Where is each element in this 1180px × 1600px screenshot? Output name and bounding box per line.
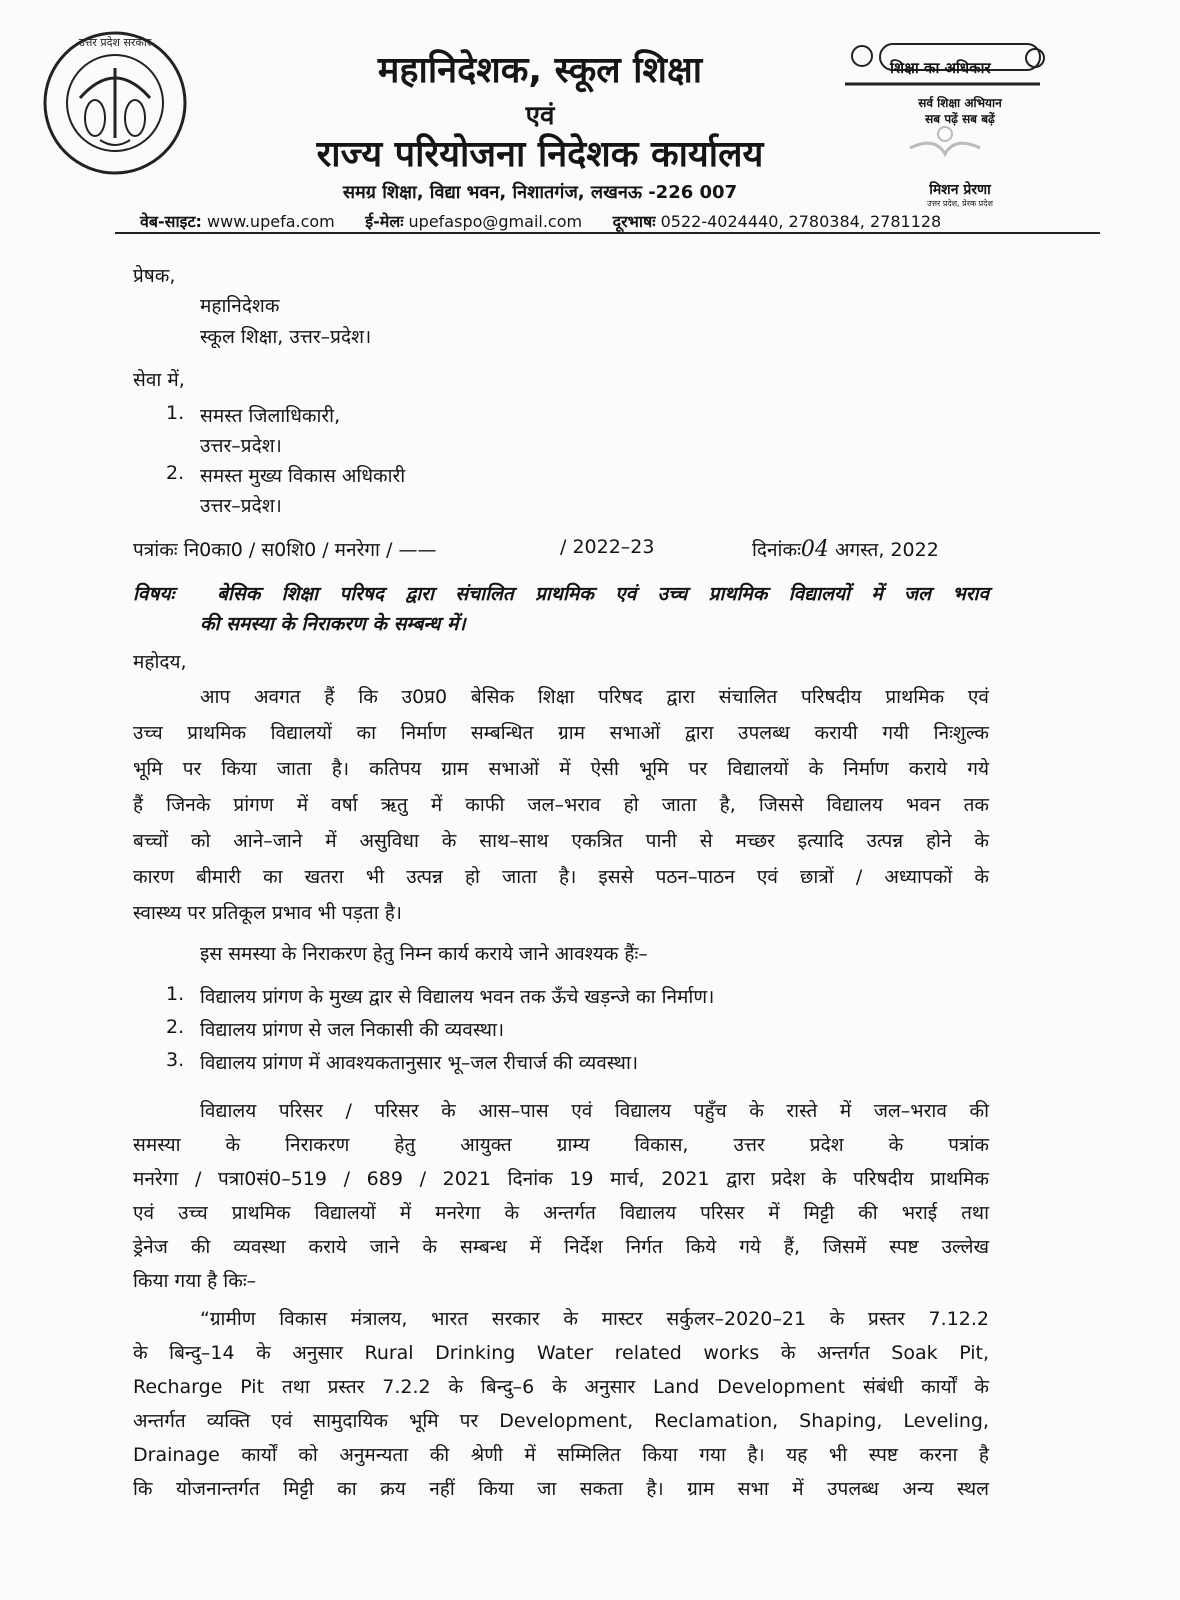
subject-label: विषयः (133, 583, 175, 605)
header-divider (115, 232, 1100, 234)
para1-line: भूमि पर किया जाता है। कतिपय ग्राम सभाओं में ऐसी भूमि पर विद्यालयों के निर्माण कराये गये (133, 758, 989, 780)
office-title-line1: महानिदेशक, स्कूल शिक्षा (377, 50, 703, 91)
sender-line2: स्कूल शिक्षा, उत्तर–प्रदेश। (200, 326, 372, 348)
up-government-emblem (40, 28, 190, 178)
para1-line: कारण बीमारी का खतरा भी उत्पन्न हो जाता है। इससे पठन–पाठन एवं छात्रों / अध्यापकों के (133, 866, 989, 888)
subject-line1 (133, 580, 989, 606)
para1-line: उच्च प्राथमिक विद्यालयों का निर्माण सम्बन्धित ग्राम सभाओं द्वारा उपलब्ध करायी गयी निःशुल्क (133, 722, 989, 744)
sender-label: प्रेषक, (133, 265, 176, 287)
para3-line: समस्या के निराकरण हेतु आयुक्त ग्राम्य विकास, उत्तर प्रदेश के पत्रांक (133, 1134, 989, 1156)
quote-line: “ग्रामीण विकास मंत्रालय, भारत सरकार के मास्टर सर्कुलर–2020–21 के प्रस्तर 7.12.2 (200, 1308, 989, 1330)
para1-line: हैं जिनके प्रांगण में वर्षा ऋतु में काफी जल–भराव हो जाता है, जिससे विद्यालय भवन तक (133, 794, 989, 816)
recipient-line1: समस्त मुख्य विकास अधिकारी (200, 465, 406, 487)
office-title-line3: राज्य परियोजना निदेशक कार्यालय (316, 134, 764, 175)
date-day-handwritten: 04 (800, 537, 829, 562)
para1-line: बच्चों को आने–जाने में असुविधा के साथ–साथ एकत्रित पानी से मच्छर इत्यादि उत्पन्न होने के (133, 830, 989, 852)
ssa-logo-line3: सब पढ़ें सब बढ़ें (925, 112, 995, 126)
sender-line1: महानिदेशक (200, 295, 280, 317)
recipient-num: 1. (166, 402, 185, 424)
work-item-num: 3. (166, 1049, 185, 1071)
office-title-line2: एवं (525, 101, 555, 131)
date-month-year: अगस्त, 2022 (834, 539, 939, 561)
emblem-text: उत्तर प्रदेश सरकार (78, 36, 152, 49)
website-label: वेब-साइट: (140, 212, 202, 231)
email-link[interactable]: upefaspo@gmail.com (408, 212, 583, 231)
quote-line: कि योजनान्तर्गत मिट्टी का क्रय नहीं किया जा सकता है। ग्राम सभा में उपलब्ध अन्य स्थल (133, 1478, 989, 1500)
website-link[interactable]: www.upefa.com (207, 212, 335, 231)
reference-label: पत्रांकः (133, 539, 178, 561)
recipient-line2: उत्तर–प्रदेश। (200, 435, 282, 457)
to-label: सेवा में, (133, 369, 185, 391)
date-label: दिनांकः (752, 539, 801, 561)
para1-line: स्वास्थ्य पर प्रतिकूल प्रभाव भी पड़ता है। (133, 902, 403, 924)
para3-line: विद्यालय परिसर / परिसर के आस–पास एवं विद्यालय पहुँच के रास्ते में जल–भराव की (200, 1100, 989, 1122)
recipient-line1: समस्त जिलाधिकारी, (200, 405, 341, 427)
rte-logo-title: शिक्षा का अधिकार (890, 59, 991, 77)
work-item: विद्यालय प्रांगण में आवश्यकतानुसार भू–जल रीचार्ज की व्यवस्था। (200, 1052, 639, 1074)
subject-line2: की समस्या के निराकरण के सम्बन्ध में। (200, 613, 466, 635)
recipient-line2: उत्तर–प्रदेश। (200, 495, 282, 517)
reference-value: नि0का0 / स0शि0 / मनरेगा / —— (183, 539, 437, 561)
quote-line: के बिन्दु–14 के अनुसार Rural Drinking Water related works के अन्तर्गत Soak Pit, (133, 1342, 989, 1364)
work-item: विद्यालय प्रांगण से जल निकासी की व्यवस्था। (200, 1019, 505, 1041)
salutation: महोदय, (133, 651, 187, 673)
mission-prerna-label: मिशन प्रेरणा (929, 182, 991, 198)
ssa-logo-line2: सर्व शिक्षा अभियान (918, 96, 1002, 110)
work-item: विद्यालय प्रांगण के मुख्य द्वार से विद्यालय भवन तक ऊँचे खड़न्जे का निर्माण। (200, 986, 715, 1008)
email-label: ई-मेलः (365, 212, 404, 231)
para3-line: ड्रेनेज की व्यवस्था कराये जाने के सम्बन्ध में निर्देश निर्गत किये गये हैं, जिसमें स्पष्ट उल्लेख (133, 1236, 989, 1258)
quote-line: Drainage कार्यों को अनुमन्यता की श्रेणी में सम्मिलित किया गया है। यह भी स्पष्ट करना है (133, 1444, 989, 1466)
work-item-num: 2. (166, 1016, 185, 1038)
quote-line: अन्तर्गत व्यक्ति एवं सामुदायिक भूमि पर Development, Reclamation, Shaping, Leveling, (133, 1410, 989, 1432)
para3-line: मनरेगा / पत्रा0सं0–519 / 689 / 2021 दिनांक 19 मार्च, 2021 द्वारा प्रदेश के परिषदीय प्राथमिक (133, 1168, 989, 1190)
phone-numbers: 0522-4024440, 2780384, 2781128 (660, 212, 942, 231)
para1-line: आप अवगत हैं कि उ0प्र0 बेसिक शिक्षा परिषद द्वारा संचालित परिषदीय प्राथमिक एवं (200, 686, 989, 708)
para3-line: किया गया है किः– (133, 1270, 257, 1292)
quote-line: Recharge Pit तथा प्रस्तर 7.2.2 के बिन्दु–6 के अनुसार Land Development संबंधी कार्यों के (133, 1376, 989, 1398)
office-address: समग्र शिक्षा, विद्या भवन, निशातगंज, लखनऊ -226 007 (342, 182, 738, 203)
reference-year: / 2022–23 (560, 536, 655, 558)
work-item-num: 1. (166, 983, 185, 1005)
phone-label: दूरभाषः (612, 212, 656, 231)
contact-line (140, 210, 941, 232)
subject-text-line1: बेसिक शिक्षा परिषद द्वारा संचालित प्राथमिक एवं उच्च प्राथमिक विद्यालयों में जल भराव (217, 583, 990, 605)
mission-prerna-tagline: उत्तर प्रदेश, प्रेरक प्रदेश (927, 199, 993, 208)
reference-number (133, 536, 436, 562)
works-intro: इस समस्या के निराकरण हेतु निम्न कार्य कराये जाने आवश्यक हैंः– (200, 943, 648, 965)
letter-date (752, 536, 939, 562)
para3-line: एवं उच्च प्राथमिक विद्यालयों में मनरेगा के अन्तर्गत विद्यालय परिसर में मिट्टी की भराई तथा (133, 1202, 989, 1224)
recipient-num: 2. (166, 462, 185, 484)
